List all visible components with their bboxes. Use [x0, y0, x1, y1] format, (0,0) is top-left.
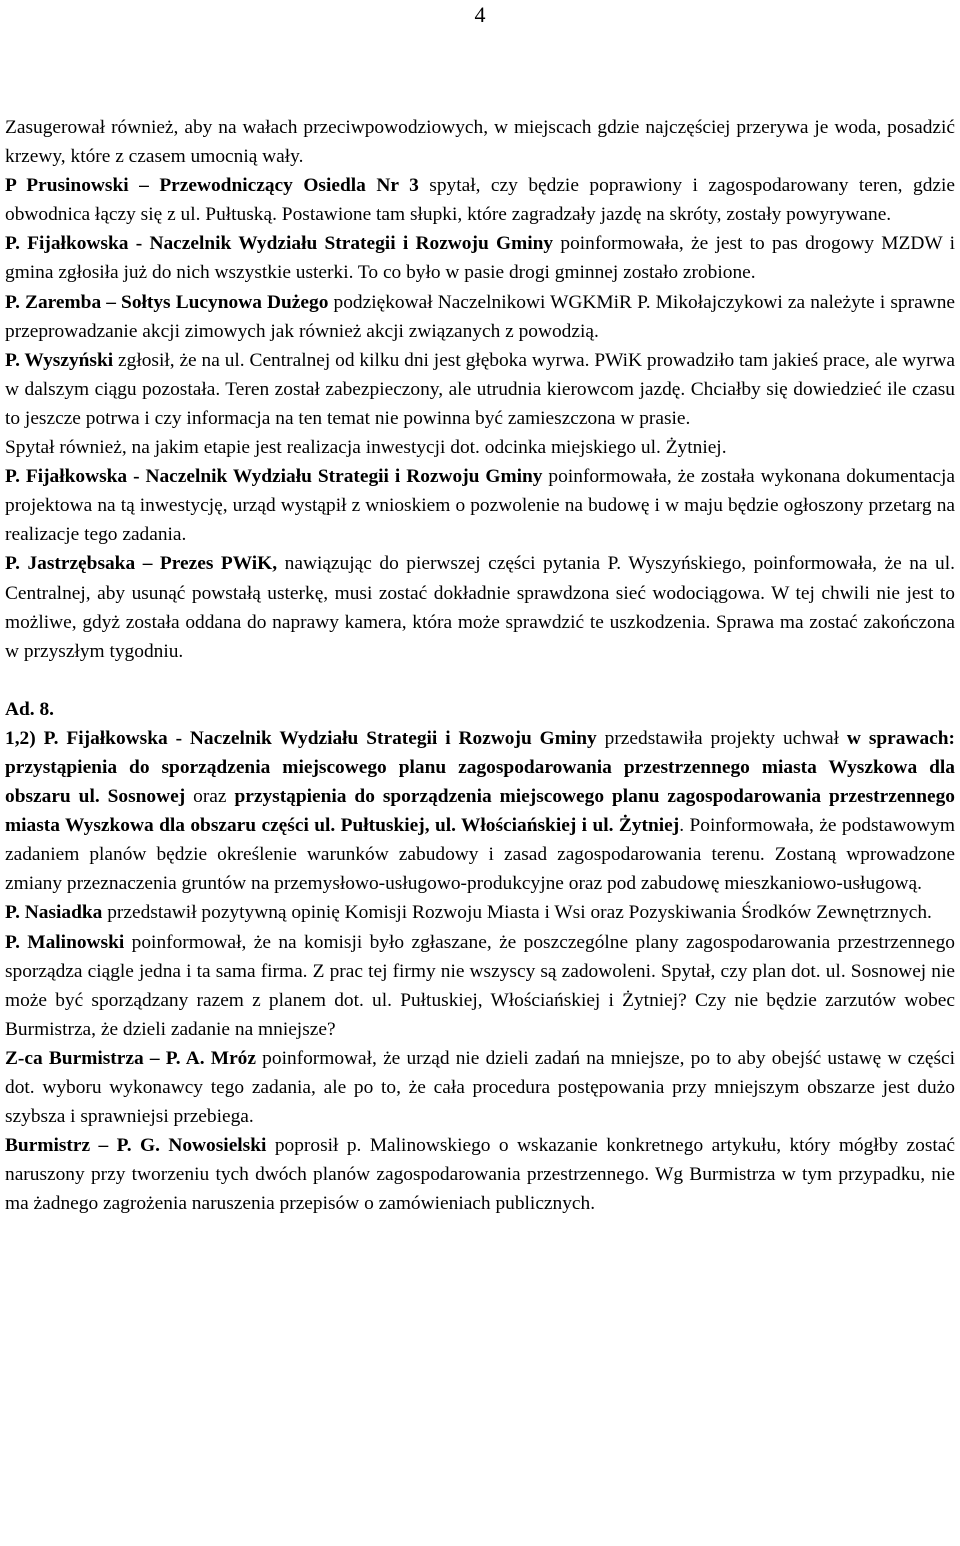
paragraph	[5, 288, 955, 346]
paragraph	[5, 549, 955, 665]
paragraph	[5, 113, 955, 171]
text-run: poinformowała, że jest to pas drogowy MZDW i gmina zgłosiła już do nich wszystkie usterki. To co było w pasie drogi gminnej zostało zrobione.	[5, 233, 956, 284]
bold-text: Burmistrz – P. G. Nowosielski	[5, 1135, 267, 1157]
paragraph	[5, 229, 955, 287]
text-run: zgłosił, że na ul. Centralnej od kilku dni jest głęboka wyrwa. PWiK prowadziło tam jakieś prace, ale wyrwa w dalszym ciągu pozostała. Teren został zabezpieczony, ale utrudnia kierowcom jazdę. Chciałby się dowiedzieć ile czasu to jeszcze potrwa i czy informacja na ten temat nie powinna być zamieszczona w prasie.	[5, 349, 956, 429]
text-run: . Poinformowała, że podstawowym zadaniem planów będzie określenie warunków zabudowy i zasad zagospodarowania terenu. Zostaną wprowadzone zmiany przeznaczenia gruntów na przemysłowo-usługowo-produkcyjne oraz pod zabudowę mieszkaniowo-usługową.	[5, 815, 955, 895]
text-run: poinformowała, że została wykonana dokumentacja projektowa na tą inwestycję, urząd wystąpił z wnioskiem o pozwolenie na budowę i w maju będzie ogłoszony przetarg na realizacje tego zadania.	[5, 466, 955, 546]
bold-text: w sprawach: przystąpienia do sporządzenia miejscowego planu zagospodarowania przestrzennego miasta Wyszkowa dla obszaru ul. Sosnowej	[5, 727, 955, 808]
text-run: podziękował Naczelnikowi WGKMiR P. Mikołajczykowi za należyte i sprawne przeprowadzanie akcji zimowych jak również akcji związanych z powodzią.	[5, 291, 955, 342]
text-run: poinformował, że urząd nie dzieli zadań na mniejsze, po to aby obejść ustawę w części dot. wyboru wykonawcy tego zadania, ale po to, że cała procedura postępowania przy mniejszym obszarze jest dużo szybsza i sprawniejsi przebiega.	[5, 1047, 955, 1128]
text-run: Zasugerował również, aby na wałach przeciwpowodziowych, w miejscach gdzie najczęściej przerywa je woda, posadzić krzewy, które z czasem umocnią wały.	[5, 117, 955, 168]
paragraph	[5, 462, 955, 549]
bold-text: P. Jastrzębsaka – Prezes PWiK,	[5, 553, 278, 575]
text-run: nawiązując do pierwszej części pytania P. Wyszyńskiego, poinformowała, że na ul. Centralnej, aby usunąć powstałą usterkę, musi zostać dokładnie sprawdzona sieć wodociągowa. W tej chwili nie jest to możliwe, gdyż została oddana do naprawy kamera, która może sprawdzić te uszkodzenia. Sprawa ma zostać zakończona w przyszłym tygodniu.	[5, 553, 955, 662]
paragraph	[5, 433, 955, 462]
paragraph	[5, 695, 955, 724]
paragraph	[5, 898, 955, 927]
page-number: 4	[474, 2, 486, 27]
bold-text: Z-ca Burmistrza – P. A. Mróz	[5, 1047, 256, 1069]
text-run: przedstawiła projekty uchwał	[596, 727, 847, 749]
text-run: spytał, czy będzie poprawiony i zagospodarowany teren, gdzie obwodnica łączy się z ul. Pułtuską. Postawione tam słupki, które zagradzały jazdę na skróty, zostały powyrywane.	[5, 175, 955, 226]
text-run: poinformował, że na komisji było zgłaszane, że poszczególne plany zagospodarowania przestrzennego sporządza ciągle jedna i ta sama firma. Z prac tej firmy nie wszyscy są zadowoleni. Spytał, czy plan dot. ul. Sosnowej nie może być sporządzany razem z planem dot. ul. Pułtuskiej, Włościańskiej i Żytniej? Czy nie będzie zarzutów wobec Burmistrza, że dzieli zadanie na mniejsze?	[5, 931, 956, 1040]
bold-text: P. Nasiadka	[5, 902, 103, 924]
bold-text: Ad. 8.	[5, 698, 55, 720]
paragraph	[5, 346, 955, 433]
paragraph	[5, 928, 955, 1044]
bold-text: P. Wyszyński	[5, 349, 114, 371]
document-body	[5, 113, 955, 1218]
bold-text: 1,2) P. Fijałkowska - Naczelnik Wydziału Strategii i Rozwoju Gminy	[5, 727, 597, 749]
bold-text: przystąpienia do sporządzenia miejscowego planu zagospodarowania przestrzennego miasta Wyszkowa dla obszaru części ul. Pułtuskiej, ul. Włościańskiej i ul. Żytniej	[5, 786, 955, 837]
text-run: Spytał również, na jakim etapie jest realizacja inwestycji dot. odcinka miejskiego ul. Żytniej.	[5, 437, 727, 459]
paragraph-spacer	[5, 666, 955, 695]
paragraph	[5, 1044, 955, 1131]
bold-text: P Prusinowski – Przewodniczący Osiedla Nr 3	[5, 175, 419, 197]
bold-text: P. Fijałkowska - Naczelnik Wydziału Strategii i Rozwoju Gminy	[5, 233, 554, 255]
bold-text: P. Malinowski	[5, 931, 125, 953]
paragraph	[5, 1131, 955, 1218]
text-run: oraz	[185, 786, 235, 808]
paragraph	[5, 724, 955, 899]
text-run: poprosił p. Malinowskiego o wskazanie konkretnego artykułu, który mógłby zostać naruszony przy tworzeniu tych dwóch planów zagospodarowania przestrzennego. Wg Burmistrza w tym przypadku, nie ma żadnego zagrożenia naruszenia przepisów o zamówieniach publicznych.	[5, 1135, 955, 1215]
bold-text: P. Zaremba – Sołtys Lucynowa Dużego	[5, 291, 329, 313]
bold-text: P. Fijałkowska - Naczelnik Wydziału Strategii i Rozwoju Gminy	[5, 466, 543, 488]
paragraph	[5, 171, 955, 229]
text-run: przedstawił pozytywną opinię Komisji Rozwoju Miasta i Wsi oraz Pozyskiwania Środków Zewnętrznych.	[102, 902, 932, 924]
